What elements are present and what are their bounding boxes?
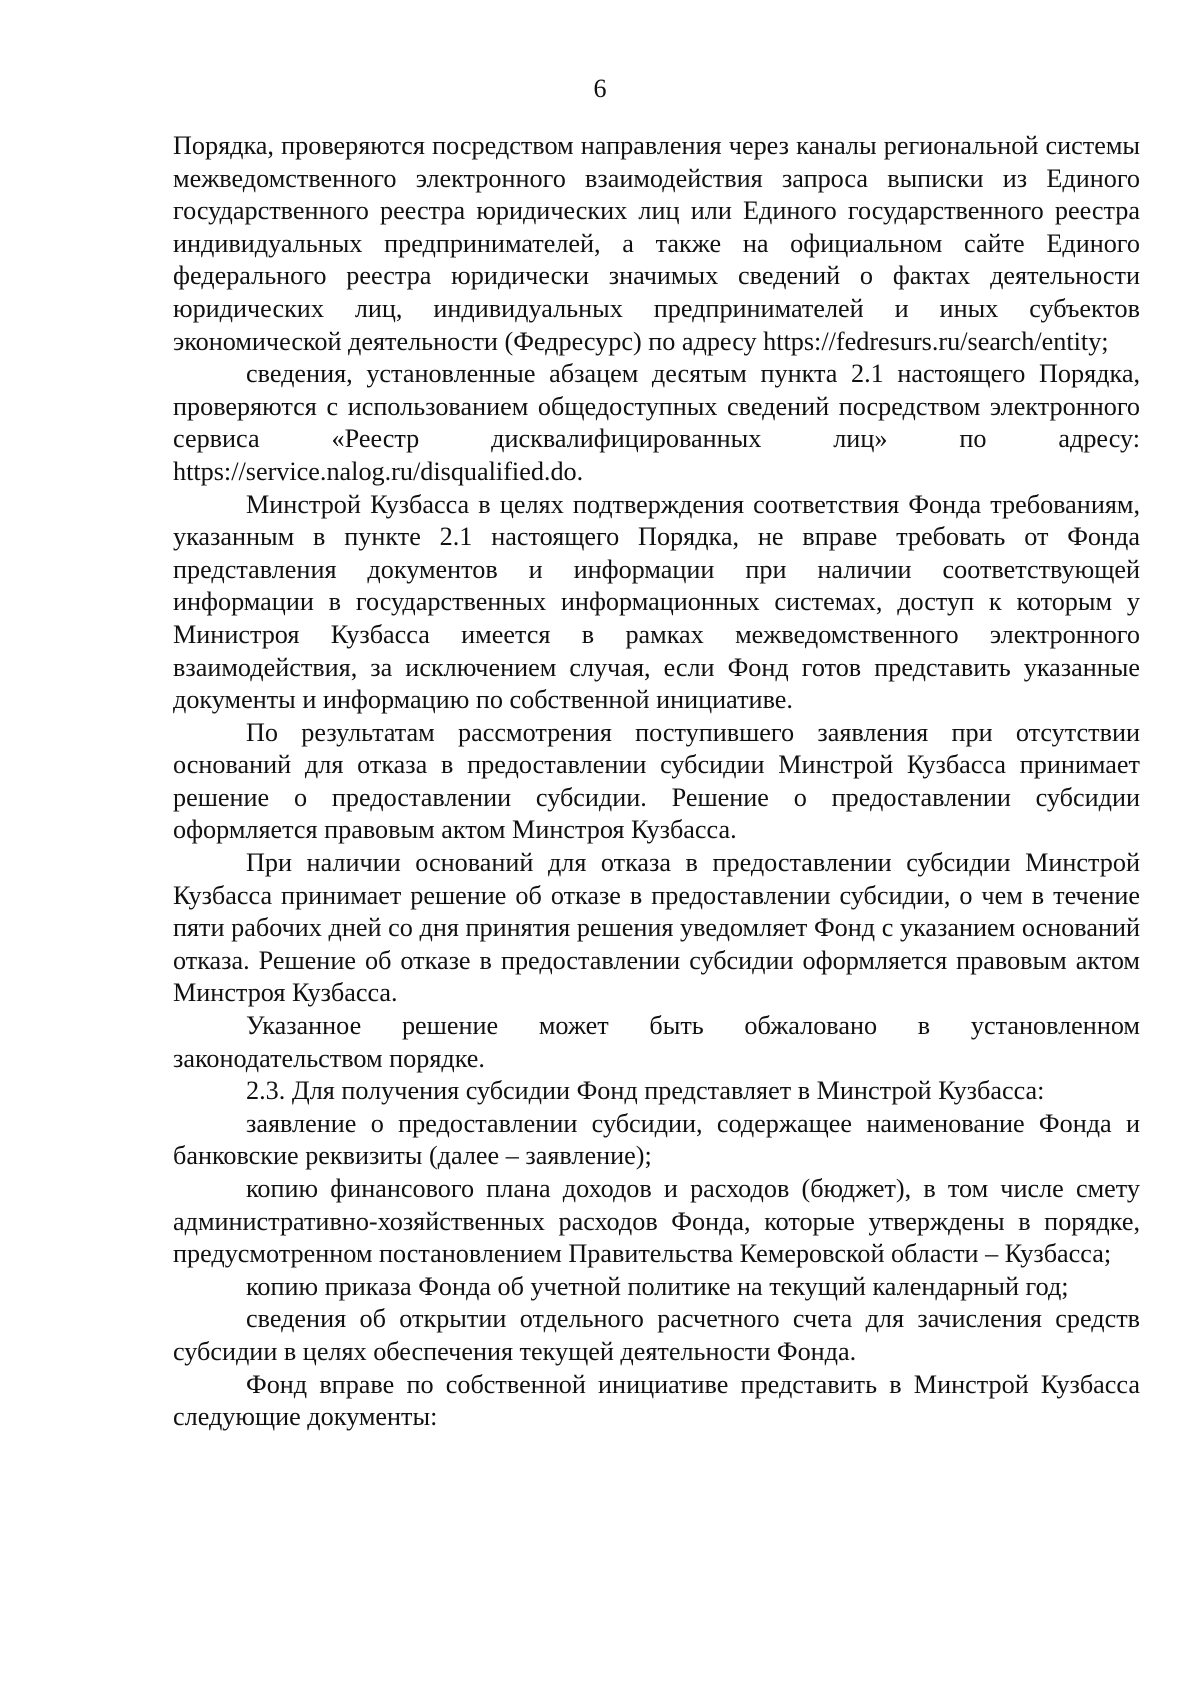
paragraph-2: сведения, установленные абзацем десятым пункта 2.1 настоящего Порядка, проверяются с использованием общедоступных сведений посредством электронного сервиса «Реестр дисквалифицированных лиц» по адресу: https://service.nalog.ru/disqualified.do.	[173, 359, 1140, 486]
paragraph-11: сведения об открытии отдельного расчетного счета для зачисления средств субсидии в целях обеспечения текущей деятельности Фонда.	[173, 1304, 1140, 1366]
document-body	[173, 130, 1140, 1434]
page-number: 6	[593, 74, 607, 103]
paragraph-10: копию приказа Фонда об учетной политике на текущий календарный год;	[246, 1271, 1069, 1301]
paragraph-8: заявление о предоставлении субсидии, содержащее наименование Фонда и банковские реквизиты (далее – заявление);	[173, 1108, 1140, 1171]
paragraph-6: Указанное решение может быть обжаловано в установленном законодательством порядке.	[173, 1011, 1140, 1073]
paragraph-3: Минстрой Кузбасса в целях подтверждения соответствия Фонда требованиям, указанным в пункте 2.1 настоящего Порядка, не вправе требовать от Фонда представления документов и информации при наличии соответствующей информации в государственных информационных системах, доступ к которым у Министроя Кузбасса имеется в рамках межведомственного электронного взаимодействия, за исключением случая, если Фонд готов представить указанные документы и информацию по собственной инициативе.	[173, 489, 1140, 715]
paragraph-9: копию финансового плана доходов и расходов (бюджет), в том числе смету административно-хозяйственных расходов Фонда, которые утверждены в порядке, предусмотренном постановлением Правительства Кемеровской области – Кузбасса;	[173, 1174, 1140, 1269]
paragraph-7: 2.3. Для получения субсидии Фонд представляет в Минстрой Кузбасса:	[246, 1076, 1045, 1106]
paragraph-12: Фонд вправе по собственной инициативе представить в Минстрой Кузбасса следующие документы:	[173, 1369, 1140, 1432]
paragraph-5: При наличии оснований для отказа в предоставлении субсидии Минстрой Кузбасса принимает решение об отказе в предоставлении субсидии, о чем в течение пяти рабочих дней со дня принятия решения уведомляет Фонд с указанием оснований отказа. Решение об отказе в предоставлении субсидии оформляется правовым актом Минстроя Кузбасса.	[173, 848, 1140, 1008]
paragraph-4: По результатам рассмотрения поступившего заявления при отсутствии оснований для отказа в предоставлении субсидии Минстрой Кузбасса принимает решение о предоставлении субсидии. Решение о предоставлении субсидии оформляется правовым актом Минстроя Кузбасса.	[173, 717, 1140, 845]
paragraph-1: Порядка, проверяются посредством направления через каналы региональной системы межведомственного электронного взаимодействия запроса выписки из Единого государственного реестра юридических лиц или Единого государственного реестра индивидуальных предпринимателей, а также на официальном сайте Единого федерального реестра юридически значимых сведений о фактах деятельности юридических лиц, индивидуальных предпринимателей и иных субъектов экономической деятельности (Федресурс) по адресу https://fedresurs.ru/search/entity;	[173, 131, 1140, 356]
